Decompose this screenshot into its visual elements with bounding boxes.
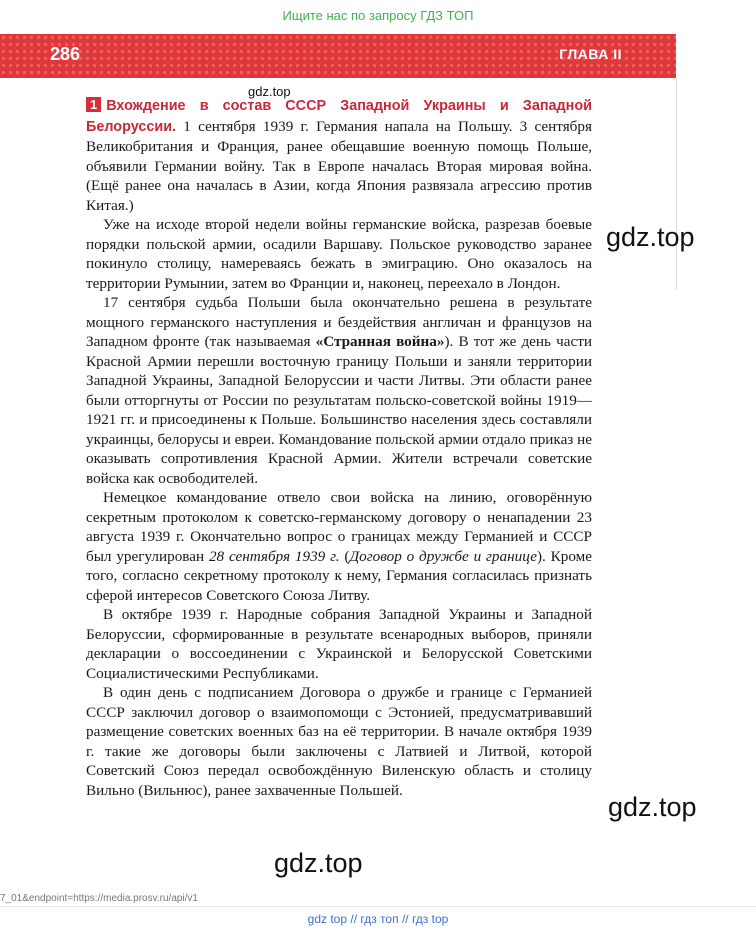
article-body (86, 96, 592, 800)
term-strange-war: «Странная война» (315, 333, 445, 350)
margin-divider (676, 78, 677, 290)
paragraph-4-start: Немецкое командование отвело свои войска на линию, оговорённую секретным протоколом к советско-германскому договору о ненападении 23 августа 1939 г. Окончательно вопрос о границах между Германией и СССР был урегулирован (86, 489, 592, 565)
treaty-name: Договор о дружбе и границе (349, 547, 537, 565)
link-gdz-top-ru[interactable]: гдз топ (360, 912, 399, 926)
bottom-links (0, 912, 756, 926)
footer-url-fragment: 7_01&endpoint=https://media.prosv.ru/api/v1 (0, 893, 198, 904)
link-separator: // (350, 912, 358, 926)
section-number-badge: 1 (86, 97, 101, 112)
watermark-small: gdz.top (248, 84, 291, 99)
paragraph-3-end: ). В тот же день части Красной Армии перешли восточную границу Польши и заняли территории Западной Украины, Западной Белоруссии и части Литвы. Эти области ранее были отторгнуты от России по результатам польско-советской войны 1919—1921 гг. и присоединены к Польше. Большинство населения здесь составляли украинцы, белорусы и евреи. Командование польской армии отдало приказ не оказывать сопротивления Красной Армии. Жители встречали советские войска как освободителей. (86, 333, 592, 487)
treaty-date: 28 сентября 1939 г. (208, 547, 340, 565)
chapter-label: ГЛАВА II (559, 46, 622, 62)
paragraph-2: Уже на исходе второй недели войны германские войска, разрезав боевые порядки польской армии, осадили Варшаву. Польское руководство заранее покинуло столицу, намереваясь бежать в эмиграцию. Оно оказалось на территории Румынии, затем во Франции и, наконец, переехало в Лондон. (86, 216, 592, 292)
page-header-bar (0, 34, 676, 78)
paragraph-4-end: ). Кроме того, согласно секретному протоколу к нему, Германия согласилась признать сферой интересов Советского Союза Литву. (86, 547, 592, 604)
section-title: Вхождение в состав СССР Западной Украины и Западной Белоруссии. (86, 98, 592, 135)
paragraph-1 (86, 96, 592, 215)
link-gdz-top-mixed[interactable]: гдз top (411, 912, 449, 926)
paragraph-3-start: 17 сентября судьба Польши была окончательно решена в результате мощного германского наступления и бездействия англичан и французов на Западном фронте (так называемая (86, 294, 592, 350)
link-separator: // (401, 912, 409, 926)
paragraph-3 (86, 293, 592, 488)
paragraph-6: В один день с подписанием Договора о дружбе и границе с Германией СССР заключил договор о взаимопомощи с Эстонией, предусматривавший размещение советских военных баз на её территории. В начале октября 1939 г. такие же договоры были заключены с Латвией и Литвой, которой Советский Союз передал освобождённую Виленскую область и столицу Вильно (Вильнюс), ранее захваченные Польшей. (86, 684, 592, 799)
watermark-right-bottom: gdz.top (608, 792, 697, 822)
search-banner: Ищите нас по запросу ГДЗ ТОП (282, 8, 474, 23)
page-number: 286 (50, 44, 81, 64)
paragraph-5: В октябре 1939 г. Народные собрания Западной Украины и Западной Белоруссии, сформированные в результате всенародных выборов, приняли декларации о воссоединении с Украинской и Белорусской Советскими Социалистическими Республиками. (86, 606, 592, 682)
paragraph-4-mid: ( (339, 547, 350, 565)
link-gdz-top[interactable]: gdz top (307, 912, 348, 926)
watermark-right-top: gdz.top (606, 222, 695, 252)
watermark-bottom: gdz.top (274, 848, 363, 878)
paragraph-1-text: 1 сентября 1939 г. Германия напала на Польшу. 3 сентября Великобритания и Франция, ранее обещавшие военную помощь Польше, объявили Германии войну. Так в Европе началась Вторая мировая война. (Ещё ранее она началась в Азии, когда Япония развязала агрессию против Китая.) (86, 117, 592, 214)
footer-divider (0, 906, 756, 907)
paragraph-4 (86, 488, 592, 605)
